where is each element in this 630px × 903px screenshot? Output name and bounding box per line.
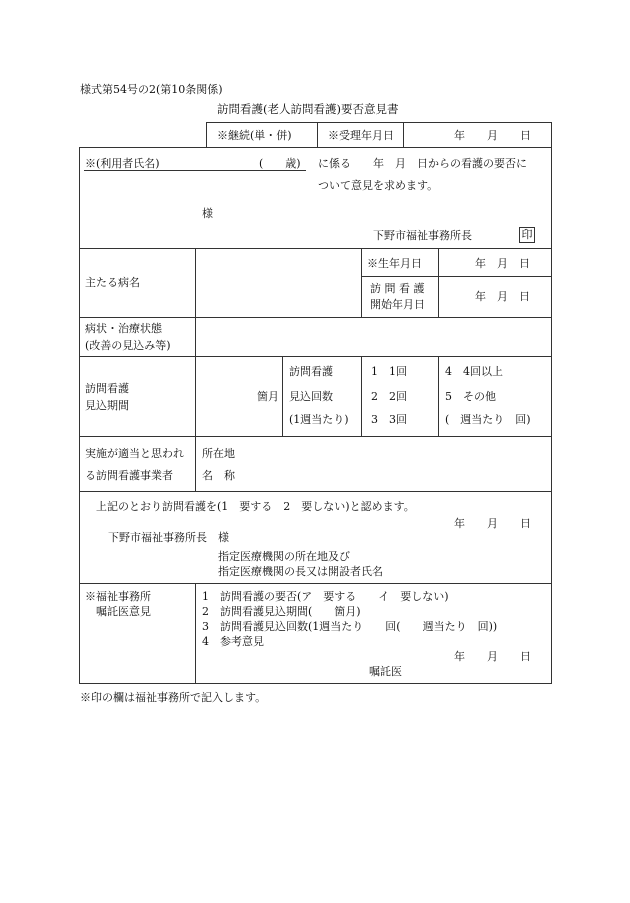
seal-mark: 印 xyxy=(519,227,535,243)
institution-label-1: 指定医療機関の所在地及び xyxy=(218,550,350,563)
request-text-line1: に係る 年 月 日からの看護の要否に xyxy=(318,157,527,170)
approval-statement: 上記のとおり訪問看護を(1 要する 2 要しない)と認めます。 xyxy=(96,500,415,513)
count-label-1: 訪問看護 xyxy=(289,365,333,378)
period-unit: 箇月 xyxy=(257,390,279,403)
opinion-item: 1 訪問看護の要否(ア 要する イ 要しない) xyxy=(202,590,449,603)
count-option: 5 その他 xyxy=(445,390,496,403)
institution-label-2: 指定医療機関の長又は開設者氏名 xyxy=(218,565,383,578)
continuation-label: ※継続(単・併) xyxy=(217,129,292,142)
doctor-label: 嘱託医 xyxy=(369,665,402,678)
period-label-2: 見込期間 xyxy=(85,399,129,412)
opinion-date: 年 月 日 xyxy=(454,650,531,663)
opinion-item: 2 訪問看護見込期間( 箇月) xyxy=(202,605,361,618)
count-option: ( 週当たり 回) xyxy=(445,413,531,426)
count-label-3: (1週当たり) xyxy=(289,413,349,426)
condition-label-1: 病状・治療状態 xyxy=(85,322,162,335)
provider-name-label: 名 称 xyxy=(202,469,235,482)
footer-note: ※印の欄は福祉事務所で記入します。 xyxy=(80,691,267,704)
sama-label: 様 xyxy=(202,207,213,220)
period-label-1: 訪問看護 xyxy=(85,382,129,395)
disease-label: 主たる病名 xyxy=(85,276,140,289)
count-option: 4 4回以上 xyxy=(445,365,503,378)
approval-addressee: 下野市福祉事務所長 様 xyxy=(108,531,229,544)
count-option: 3 3回 xyxy=(371,413,407,426)
birth-date-value: 年 月 日 xyxy=(475,257,530,270)
received-date-value: 年 月 日 xyxy=(454,129,531,142)
form-title: 訪問看護(老人訪問看護)要否意見書 xyxy=(217,102,399,116)
age-field: ( 歳) xyxy=(259,157,301,170)
user-name-underline xyxy=(84,170,306,171)
count-option: 2 2回 xyxy=(371,390,407,403)
opinion-item: 3 訪問看護見込回数(1週当たり 回( 週当たり 回)) xyxy=(202,620,498,633)
start-date-label-1: 訪 問 看 護 xyxy=(370,282,425,295)
condition-label-2: (改善の見込み等) xyxy=(85,339,171,352)
birth-date-label: ※生年月日 xyxy=(367,257,422,270)
start-date-value: 年 月 日 xyxy=(475,290,530,303)
opinion-item: 4 参考意見 xyxy=(202,635,264,648)
approval-date: 年 月 日 xyxy=(454,517,531,530)
request-text-line2: ついて意見を求めます。 xyxy=(318,179,439,192)
count-option: 1 1回 xyxy=(371,365,407,378)
user-name-label: ※(利用者氏名) xyxy=(85,157,160,170)
form-number: 様式第54号の2(第10条関係) xyxy=(80,83,223,96)
provider-label-1: 実施が適当と思われ xyxy=(85,447,184,460)
received-date-label: ※受理年月日 xyxy=(328,129,394,142)
opinion-label-2: 嘱託医意見 xyxy=(96,605,151,618)
count-label-2: 見込回数 xyxy=(289,390,333,403)
provider-address-label: 所在地 xyxy=(202,447,235,460)
opinion-label-1: ※福祉事務所 xyxy=(85,590,151,603)
provider-label-2: る訪問看護事業者 xyxy=(85,469,173,482)
start-date-label-2: 開始年月日 xyxy=(370,298,425,311)
director-name: 下野市福祉事務所長 xyxy=(373,229,472,242)
